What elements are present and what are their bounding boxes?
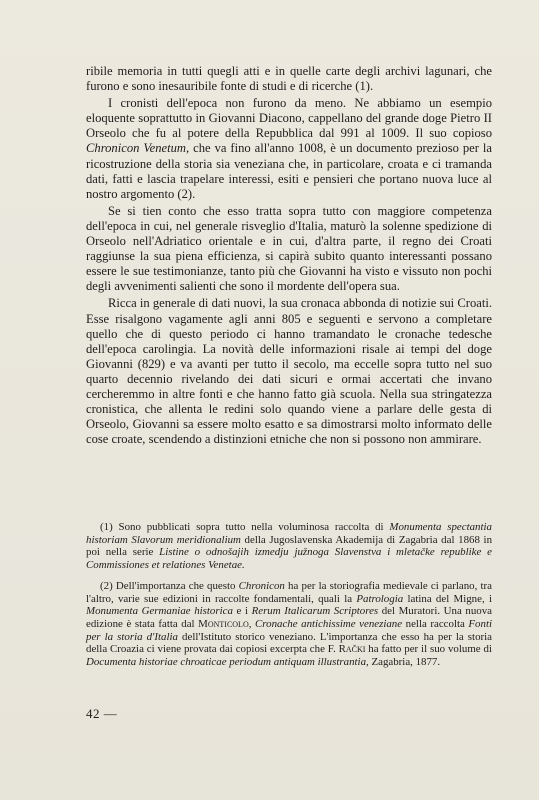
paragraph-1: [86, 64, 492, 94]
footnote-2-title-6: Fonti per la storia d'Italia: [86, 617, 493, 643]
footnote-2-text-b: ha per la storiografia medievale ci parlano, tra l'altro, varie sue edizioni in raccolte fondamentali, quali la: [86, 579, 493, 605]
footnote-1-title-2: Listine o odnošajih izmedju južnoga Slavenstva i mletačke republike e Commissiones et relationes Venetae.: [86, 546, 492, 572]
paragraph-3: [86, 204, 492, 295]
chronicon-title: Chronicon Venetum,: [86, 141, 190, 156]
footnote-2-title-4: Rerum Italicarum Scriptores: [251, 605, 379, 618]
footnote-2-title-1: Chronicon: [238, 579, 285, 592]
footnote-2-text-d: e i: [232, 605, 252, 618]
footnotes: [86, 521, 492, 669]
footnote-1-text-b: della Jugoslavenska Akademija di Zagabria dal 1868 in poi nella serie: [86, 533, 493, 559]
footnote-2-text-e: del Muratori. Una nuova edizione è stata fatta dal: [86, 605, 493, 630]
footnote-2-text-c: latina del Migne, i: [403, 592, 492, 605]
footnote-2-title-2: Patrologia: [356, 592, 404, 605]
paragraph-2-text-b: che va fino all'anno 1008, è un documento prezioso per la ricostruzione della storia sia veneziana che, in particolare, croata e ci tramanda dati, fatti e lascia trapelare interessi, esiti e pensieri che portano nuova luce al nostro argomento (2).: [86, 141, 492, 201]
footnote-2-title-7: Documenta historiae chroaticae periodum antiquam illustrantia,: [86, 656, 369, 669]
paragraph-3-text: Se si tien conto che esso tratta sopra tutto con maggiore competenza dell'epoca in cui, nel generale risveglio d'Italia, maturò la solenne spedizione di Orseolo nell'Adriatico orientale e in cui, d'altra parte, il regno dei Croati raggiunse la sua piena efficienza, si capirà subito quanto interessanti possano essere le sue testimonianze, tanto più che Giovanni ha visto e vissuto non pochi degli avvenimenti salienti che sono il mordente dell'opera sua.: [86, 203, 492, 294]
footnote-1: [86, 521, 492, 572]
footnote-1-text-a: (1) Sono pubblicati sopra tutto nella voluminosa raccolta di: [100, 521, 390, 533]
footnote-2-text-f: ,: [248, 617, 256, 630]
footnote-2-text-h: dell'Istituto storico veneziano. L'importanza che esso ha per la storia della Croazia ci viene provata dai copiosi excerpta che F.: [86, 630, 493, 656]
footnote-2: [86, 580, 492, 669]
footnote-2-text-i: ha fatto per il suo volume di: [365, 643, 492, 656]
paragraph-1-text: ribile memoria in tutti quegli atti e in quelle carte degli archivi lagunari, che furono e sono inesauribile fonte di studi e di ricerche (1).: [86, 64, 492, 94]
paragraph-4-text: Ricca in generale di dati nuovi, la sua cronaca abbonda di notizie sui Croati. Esse risalgono vagamente agli anni 805 e seguenti e servono a completare quello che di questo periodo ci hanno tramandato le cronache tedesche dell'epoca carolingia. La novità delle informazioni risale ai tempi del doge Giovanni (829) e va avanti per tutto il secolo, ma eccelle sopra tutto nel suo quarto decennio rivelando dei dati sicuri e ormai accertati che invano cercheremmo in altre fonti e che hanno fatto già scuola. Nella sua stringatezza cronistica, che allenta le redini solo quando viene a parlare delle gesta di Orseolo, Giovanni sa essere molto esatto e sa dimostrarsi molto informato delle cose croate, scendendo a distinzioni etniche che non si possono non ammirare.: [86, 296, 492, 447]
footnote-2-text-g: nella raccolta: [402, 617, 469, 630]
author-monticolo: Monticolo: [198, 617, 249, 630]
paragraph-2-text-a: I cronisti dell'epoca non furono da meno. Ne abbiamo un esempio eloquente soprattutto in Giovanni Diacono, cappellano del grande doge Pietro II Orseolo che fu al potere della Repubblica dal 991 al 1009. Il suo copioso: [86, 96, 492, 141]
paragraph-2: [86, 96, 492, 202]
footnote-2-title-5: Cronache antichissime veneziane: [255, 617, 403, 630]
footnote-2-text-j: Zagabria, 1877.: [368, 656, 441, 669]
footnote-1-title-1: Monumenta spectantia historiam Slavorum meridionalium: [86, 521, 493, 546]
footnote-2-title-3: Monumenta Germaniae historica: [86, 605, 233, 618]
main-text: [86, 64, 492, 447]
author-racki: Rački: [338, 643, 366, 656]
footnote-2-text-a: (2) Dell'importanza che questo: [100, 579, 239, 592]
page-number: 42 —: [86, 706, 118, 721]
paragraph-4: [86, 296, 492, 447]
